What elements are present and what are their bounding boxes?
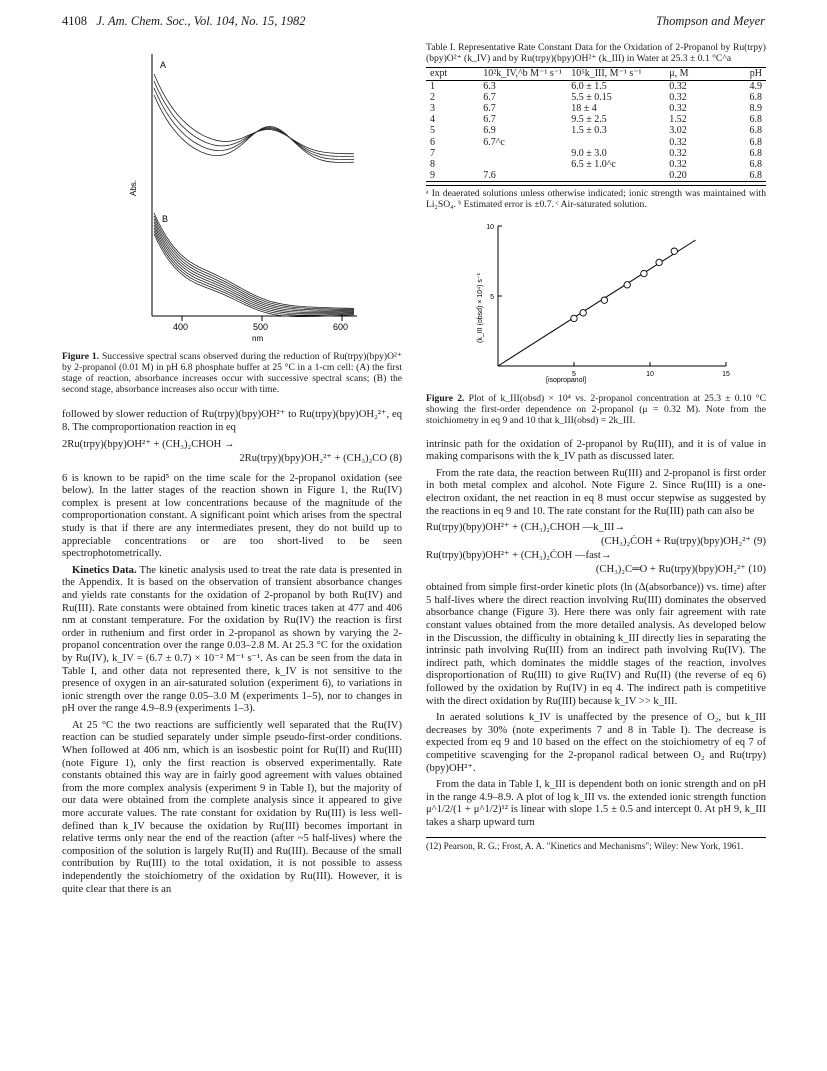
left-paragraph-3: Kinetics Data. The kinetic analysis used to treat the rate data is presented in the Appendix. It is based on the observation of transient absorbance changes and yields rate constants for the oxidation of 2-propanol by both Ru(IV) and Ru(III). Rate constants were obtained from kinetic traces taken at 477 and 406 nm at constant temperature. For the oxidation by Ru(IV) the reaction is first order in ruthenium and first order in 2-propanol as shown by varying the 2-propanol concentration over the range 0.03–2.8 M. At 25.3 °C for the oxidation by Ru(IV), k_IV = (6.7 ± 0.7) × 10⁻² M⁻¹ s⁻¹. As can be seen from the data in Table I, and other data not represented there, k_IV is not sensitive to the presence of oxygen in an air-saturated solution (experiment 6), to variations in ionic strength over the range 0.05–3.0 M (experiments 1–5), nor to changes in pH over the range 4.9–8.9 (experiments 1–3). <box>62 564 402 715</box>
table-cell: 0.32 <box>669 103 687 115</box>
table1-body <box>426 80 766 182</box>
fig1-tick-400: 400 <box>173 322 189 332</box>
data-point <box>656 260 662 266</box>
table-cell: 6.8 <box>723 170 766 182</box>
y-tick-label: 10 <box>486 224 494 232</box>
data-point <box>624 282 630 288</box>
table-cell: 0.32 <box>669 80 687 92</box>
x-tick-label: 10 <box>646 371 654 379</box>
table-row <box>426 103 766 114</box>
fig2-xlabel: [isopropanol] <box>546 377 587 385</box>
table-row <box>426 92 766 103</box>
table1-header: 10⁵k_III, M⁻¹ s⁻¹ <box>567 68 665 80</box>
right-paragraph-2: From the rate data, the reaction between Ru(III) and 2-propanol is first order in both metal complex and alcohol. Note Figure 2. Since Ru(III) is a one-electron oxidant, the net reaction in eq 8 must occur stepwise as suggested by the reactions in eq 9 and 10. The rate constant for the Ru(III) path can also be <box>426 467 766 517</box>
spectrum-curve <box>154 234 354 317</box>
table-cell: 6 <box>430 136 435 148</box>
table-cell: 0.32 <box>669 136 687 148</box>
table-cell: 6.3 <box>483 80 496 92</box>
table1-header: 10²k_IV,^b M⁻¹ s⁻¹ <box>479 68 567 80</box>
table-cell: 7 <box>430 147 435 159</box>
table-cell: 6.0 ± 1.5 <box>571 80 607 92</box>
spectrum-curve <box>154 225 354 313</box>
table-cell: 6.8 <box>749 136 762 148</box>
left-column <box>62 44 402 900</box>
equation-9-line2: (CH₃)₂ĊOH + Ru(trpy)(bpy)OH₂²⁺ (9) <box>601 536 766 548</box>
table-cell: 3 <box>430 103 435 115</box>
left-paragraph-1: followed by slower reduction of Ru(trpy)(bpy)OH²⁺ to Ru(trpy)(bpy)OH₂²⁺, eq 8. The comproportionation reaction in eq <box>62 409 402 433</box>
fig1-tick-600: 600 <box>333 322 349 332</box>
table-row <box>426 148 766 159</box>
page-number: 4108 <box>62 14 87 28</box>
table-cell: 0.20 <box>665 170 723 182</box>
table-cell: 1 <box>430 80 435 92</box>
table-row <box>426 170 766 182</box>
table-cell: 6.7 <box>483 103 496 115</box>
equation-10-line1: Ru(trpy)(bpy)OH²⁺ + (CH₃)₂ĊOH —fast→ <box>426 550 612 562</box>
figure1-caption <box>62 351 402 396</box>
table-cell: 6.7 <box>483 114 496 126</box>
table-cell: 4 <box>430 114 435 126</box>
reference-12: (12) Pearson, R. G.; Frost, A. A. "Kinetics and Mechanisms"; Wiley: New York, 1961. <box>426 837 766 852</box>
equation-9-line1: Ru(trpy)(bpy)OH²⁺ + (CH₃)₂CHOH —k_III→ <box>426 522 625 534</box>
figure2-caption-label: Figure 2. <box>426 393 465 405</box>
fig2-fit-line <box>498 240 696 366</box>
table-cell: 7.6 <box>479 170 567 182</box>
table-cell: 1.5 ± 0.3 <box>571 125 607 137</box>
figure2-caption <box>426 393 766 427</box>
fig1-label-a: A <box>160 60 167 70</box>
fig1-xlabel: nm <box>252 334 264 343</box>
table-cell: 1.52 <box>669 114 687 126</box>
journal-citation: J. Am. Chem. Soc., Vol. 104, No. 15, 1982 <box>96 14 306 28</box>
table-row <box>426 114 766 125</box>
table1-title: Table I. Representative Rate Constant Data for the Oxidation of 2-Propanol by Ru(trpy)(bpy)O²⁺ (k_IV) and by Ru(trpy)(bpy)OH²⁺ (k_III) in Water at 25.3 ± 0.1 °C^a <box>426 42 766 65</box>
right-paragraph-1: intrinsic path for the oxidation of 2-propanol by Ru(III), and it is of value in making comparisons with the k_IV path as discussed later. <box>426 438 766 463</box>
table-cell <box>567 137 665 148</box>
spectrum-curve <box>154 88 354 160</box>
equation-8-line1: 2Ru(trpy)(bpy)OH²⁺ + (CH₃)₂CHOH → <box>62 438 235 450</box>
data-point <box>641 271 647 277</box>
spectrum-curve <box>154 74 354 154</box>
table1-header-row <box>426 68 766 80</box>
table-cell: 9.5 ± 2.5 <box>571 114 607 126</box>
figure2-plot <box>426 216 766 386</box>
equation-8-line2: 2Ru(trpy)(bpy)OH₂²⁺ + (CH₃)₂CO (8) <box>239 452 402 464</box>
x-tick-label: 15 <box>722 371 730 379</box>
table-cell: 8 <box>430 159 435 171</box>
right-paragraph-3: obtained from simple first-order kinetic plots (ln (Δ(absorbance)) vs. time) after 5 half-lives where the direct reaction involving Ru(III) dominates the observed absorbance change (Figure 3). Here there was only fair agreement with rate constant values obtained from the more detailed analysis. As developed below in the Discussion, the difficulty in obtaining k_III directly lies in separating the intrinsic path involving Ru(III) from an indirect path involving Ru(IV). The indirect path, which dominates the middle stages of the reaction, involves disproportionation of Ru(III) to give Ru(IV) and Ru(II) (the reverse of eq 6) followed by the oxidation by Ru(IV) in eq 4. The indirect path is competitive with the direct oxidation by Ru(III) because k_IV >> k_III. <box>426 582 766 707</box>
y-tick-label: 5 <box>490 294 494 302</box>
table-row <box>426 125 766 136</box>
fig1-curves-b <box>154 213 354 317</box>
spectrum-curve <box>154 81 354 157</box>
table1-header: expt <box>426 68 479 80</box>
running-header-authors: Thompson and Meyer <box>655 14 765 28</box>
data-point <box>601 297 607 303</box>
fig1-curves-a <box>154 74 354 162</box>
right-paragraph-4: In aerated solutions k_IV is unaffected by the presence of O₂, but k_III decreases by 30% (note experiments 7 and 8 in Table I). The decrease is expected from eq 9 and 10 based on the effect on the stoichiometry of eq 7 of competitive scavenging for the 2-propanol radical between O₂ and Ru(trpy)(bpy)OH²⁺. <box>426 712 766 774</box>
table-cell: 5.5 ± 0.15 <box>571 91 612 103</box>
spectrum-curve <box>154 213 354 309</box>
equation-10-line2: (CH₃)₂C═O + Ru(trpy)(bpy)OH₂²⁺ (10) <box>595 564 766 576</box>
x-tick-label: 5 <box>572 371 576 379</box>
table-cell: 4.9 <box>749 80 762 92</box>
table-cell: 6.8 <box>749 125 762 137</box>
right-paragraph-5: From the data in Table I, k_III is dependent both on ionic strength and on pH in the range 4.9–8.9. A plot of log k_III vs. the extended ionic strength function μ^1/2/(1 + μ^1/2)¹² is linear with slope 1.5 ± 0.5 and intercept 0. At pH 9, k_III takes a sharp upward turn <box>426 779 766 828</box>
table-cell <box>479 159 567 170</box>
table1-footnote: ᵃ In deaerated solutions unless otherwise indicated; ionic strength was maintained with Li₂SO₄. ᵇ Estimated error is ±0.7. ᶜ Air-saturated solution. <box>426 185 766 210</box>
fig2-points <box>571 248 678 322</box>
table-cell: 5 <box>430 125 435 137</box>
data-point <box>571 316 577 322</box>
table1-header: μ, M <box>665 68 723 80</box>
figure1-caption-text: Successive spectral scans observed during the reduction of Ru(trpy)(bpy)O²⁺ by 2-propanol (0.01 M) in pH 6.8 phosphate buffer at 25 °C in a 1-cm cell: (A) the first stage of reaction, absorbance increases occur with successive spectral scans; (B) the second stage, absorbance increases also occur with time. <box>62 350 402 396</box>
table-cell: 9 <box>426 170 479 182</box>
data-point <box>671 248 677 254</box>
figure1-spectra <box>62 44 402 344</box>
fig1-label-b: B <box>162 214 169 224</box>
data-point <box>580 310 586 316</box>
table-row <box>426 137 766 148</box>
figure1-caption-label: Figure 1. <box>62 350 100 362</box>
table-cell: 0.32 <box>669 147 687 159</box>
table-row <box>426 80 766 92</box>
right-column <box>426 42 766 852</box>
table-cell: 6.7 <box>483 91 496 103</box>
table-cell <box>567 170 665 182</box>
table-cell: 6.7^c <box>483 136 505 148</box>
table-cell: 6.8 <box>749 114 762 126</box>
table1 <box>426 67 766 182</box>
table-cell: 6.5 ± 1.0^c <box>571 159 616 171</box>
running-header-left <box>62 14 306 29</box>
table-cell: 2 <box>430 91 435 103</box>
table-cell: 6.9 <box>483 125 496 137</box>
kinetics-heading: Kinetics Data. <box>72 564 137 576</box>
table-cell: 6.8 <box>749 159 762 171</box>
table-cell: 8.9 <box>749 103 762 115</box>
fig1-tick-500: 500 <box>253 322 269 332</box>
table1-header: pH <box>723 68 766 80</box>
table-cell: 6.8 <box>749 147 762 159</box>
fig2-ticks <box>486 224 730 378</box>
table-cell: 0.32 <box>669 91 687 103</box>
table-cell <box>479 148 567 159</box>
left-paragraph-4: At 25 °C the two reactions are sufficiently well separated that the Ru(IV) reaction can be studied separately under simple pseudo-first-order conditions. When followed at 406 nm, which is an isosbestic point for Ru(II) and Ru(III) (note Figure 1), only the first reaction is observed experimentally. Rate constants obtained this way are in fairly good agreement with values obtained from the more complex analysis (experiment 9 in Table I), but the majority of our data were obtained from the complete analysis since it appeared to give more accurate values. The rate constant for oxidation by Ru(III) is less well-defined than k_IV because the oxidation by Ru(III) becomes important in relative terms only near the end of the reaction (after ~5 half-lives) where the composition of the solution is largely Ru(II) and Ru(III). Because of the small contribution by Ru(III) to the total oxidation, it is not possible to assess independently the stoichiometry of the oxidation by Ru(III). However, it is quite clear that there is an <box>62 719 402 895</box>
table-cell: 3.02 <box>669 125 687 137</box>
left-paragraph-2: 6 is known to be rapid⁵ on the time scale for the 2-propanol oxidation (see below). In the latter stages of the reaction shown in Figure 1, the Ru(IV) complex is present at low concentrations because of the magnitude of the comproportionation constant. A significant point which arises from the spectral study is that if there are any intermediates present, they do not build up to appreciable concentrations or are too short-lived to be seen spectrophotometrically. <box>62 472 402 560</box>
figure2-caption-text: Plot of k_III(obsd) × 10⁴ vs. 2-propanol concentration at 25.3 ± 0.10 °C showing the first-order dependence on 2-propanol (μ = 0.32 M). Note from the stoichiometry in eq 9 and 10 that k_III(obsd) = 2k_III. <box>426 393 766 427</box>
fig1-ylabel: Abs. <box>129 179 138 196</box>
table-cell: 9.0 ± 3.0 <box>571 147 607 159</box>
table-cell: 18 ± 4 <box>571 103 597 115</box>
table-cell: 0.32 <box>669 159 687 171</box>
spectrum-curve <box>154 222 354 311</box>
table-cell: 6.8 <box>749 91 762 103</box>
table-row <box>426 159 766 170</box>
fig2-ylabel: (k_III (obsd) × 10⁴) s⁻¹ <box>477 273 484 344</box>
